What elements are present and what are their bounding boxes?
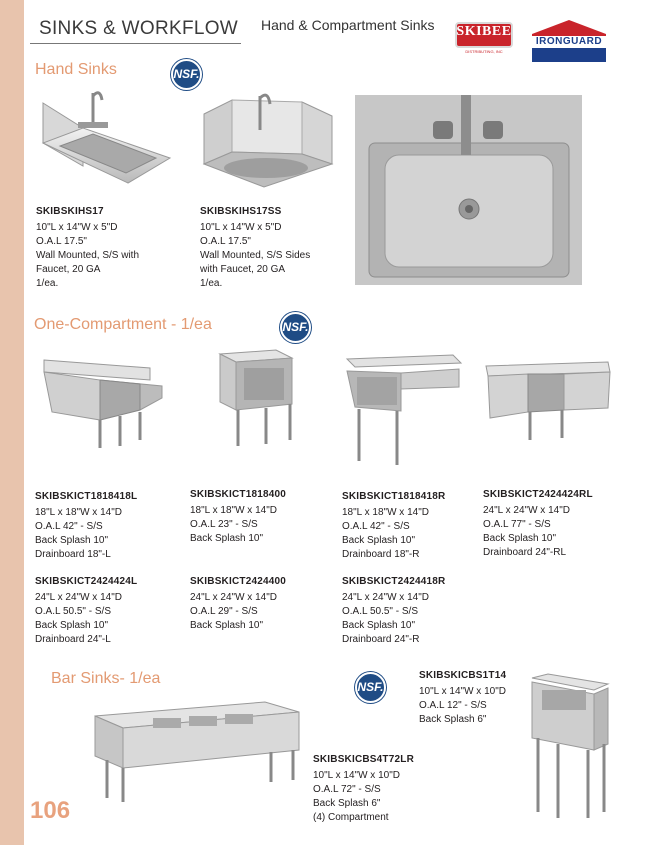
product-spec: Drainboard 18"-L (35, 549, 111, 560)
product-spec: 24"L x 24"W x 14"D (483, 505, 570, 516)
product-sku: SKIBSKICT2424424RL (483, 489, 593, 500)
hand-sink-image (38, 88, 174, 198)
product-spec: 18"L x 18"W x 14"D (342, 507, 429, 518)
product-spec: O.A.L 77" - S/S (483, 519, 551, 530)
ironguard-logo-text: IRONGUARD (532, 36, 606, 48)
skibee-logo-tagline: DISTRIBUTING, INC (465, 49, 503, 54)
product-skibskicbs1t14 (419, 669, 506, 727)
product-spec: with Faucet, 20 GA (200, 264, 286, 275)
product-spec: 24"L x 24"W x 14"D (190, 592, 277, 603)
subsection-title: Hand & Compartment Sinks (261, 17, 435, 33)
hand-sinks-heading: Hand Sinks (35, 61, 117, 78)
product-spec: Wall Mounted, S/S with (36, 250, 140, 261)
product-spec: 10"L x 14"W x 10"D (419, 686, 506, 697)
skibee-logo (455, 22, 513, 60)
product-sku: SKIBSKIHS17SS (200, 206, 282, 217)
product-spec: Back Splash 10" (190, 533, 264, 544)
product-spec: Wall Mounted, S/S Sides (200, 250, 311, 261)
product-skibskict2424424l (35, 575, 137, 647)
product-spec: 1/ea. (200, 278, 223, 289)
product-skibskict2424418r (342, 575, 445, 647)
nsf-badge-icon: NSF. (355, 672, 386, 703)
product-spec: Back Splash 10" (342, 535, 416, 546)
product-skibskict1818418l (35, 490, 137, 562)
product-spec: 10"L x 14"W x 5"D (200, 222, 282, 233)
product-sku: SKIBSKICT1818418L (35, 491, 138, 502)
product-spec: O.A.L 50.5" - S/S (35, 606, 111, 617)
product-spec: Back Splash 10" (35, 535, 109, 546)
product-sku: SKIBSKICBS4T72LR (313, 754, 414, 765)
section-title: SINKS & WORKFLOW (39, 18, 239, 39)
sink-drainboard-right-image (343, 349, 463, 467)
product-spec: O.A.L 50.5" - S/S (342, 606, 418, 617)
product-spec: Drainboard 18"-R (342, 549, 420, 560)
product-spec: O.A.L 42" - S/S (342, 521, 410, 532)
product-spec: Back Splash 10" (342, 620, 416, 631)
bar-sink-single-image (528, 672, 612, 820)
product-sku: SKIBSKICT2424418R (342, 576, 446, 587)
sink-drainboard-both-image (484, 360, 612, 442)
product-spec: (4) Compartment (313, 812, 389, 823)
product-skibskict2424400 (190, 575, 286, 633)
one-compartment-heading: One-Compartment - 1/ea (34, 316, 212, 333)
product-spec: Drainboard 24"-RL (483, 547, 567, 558)
product-spec: O.A.L 23" - S/S (190, 519, 258, 530)
bar-sink-4-compartment-image (93, 698, 301, 802)
hand-sink-with-sides-image (202, 92, 334, 194)
product-skibskict1818400 (190, 488, 286, 546)
product-spec: 10"L x 14"W x 10"D (313, 770, 400, 781)
product-spec: Faucet, 20 GA (36, 264, 101, 275)
product-skibskihs17 (36, 205, 139, 291)
section-divider (30, 43, 241, 44)
product-sku: SKIBSKICBS1T14 (419, 670, 507, 681)
product-spec: O.A.L 17.5" (36, 236, 87, 247)
product-sku: SKIBSKICT2424424L (35, 576, 138, 587)
sink-no-drainboard-image (216, 346, 296, 450)
product-spec: O.A.L 12" - S/S (419, 700, 487, 711)
product-sku: SKIBSKICT1818418R (342, 491, 446, 502)
product-spec: 10"L x 14"W x 5"D (36, 222, 118, 233)
product-spec: 18"L x 18"W x 14"D (190, 505, 277, 516)
page-number: 106 (30, 797, 71, 824)
product-spec: Back Splash 6" (419, 714, 487, 725)
product-skibskict1818418r (342, 490, 445, 562)
product-spec: Back Splash 10" (35, 620, 109, 631)
bar-sinks-heading: Bar Sinks- 1/ea (51, 670, 161, 687)
product-skibskihs17ss (200, 205, 310, 291)
skibee-logo-text: SKIBEE (456, 24, 512, 39)
product-spec: O.A.L 42" - S/S (35, 521, 103, 532)
product-spec: O.A.L 29" - S/S (190, 606, 258, 617)
product-spec: Drainboard 24"-L (35, 634, 111, 645)
product-spec: Back Splash 6" (313, 798, 381, 809)
product-sku: SKIBSKICT2424400 (190, 576, 287, 587)
left-accent-bar (0, 0, 24, 845)
hand-sink-closeup-image (355, 95, 582, 285)
sink-drainboard-left-image (40, 350, 165, 450)
product-sku: SKIBSKICT1818400 (190, 489, 287, 500)
product-spec: 24"L x 24"W x 14"D (342, 592, 429, 603)
product-sku: SKIBSKIHS17 (36, 206, 104, 217)
product-skibskicbs4t72lr (313, 753, 414, 825)
ironguard-logo (532, 20, 606, 62)
product-spec: O.A.L 17.5" (200, 236, 251, 247)
product-skibskict2424424rl (483, 488, 593, 560)
nsf-badge-icon: NSF. (171, 59, 202, 90)
product-spec: Back Splash 10" (190, 620, 264, 631)
product-spec: 24"L x 24"W x 14"D (35, 592, 122, 603)
product-spec: 18"L x 18"W x 14"D (35, 507, 122, 518)
product-spec: O.A.L 72" - S/S (313, 784, 381, 795)
product-spec: 1/ea. (36, 278, 59, 289)
product-spec: Drainboard 24"-R (342, 634, 420, 645)
nsf-badge-icon: NSF. (280, 312, 311, 343)
product-spec: Back Splash 10" (483, 533, 557, 544)
